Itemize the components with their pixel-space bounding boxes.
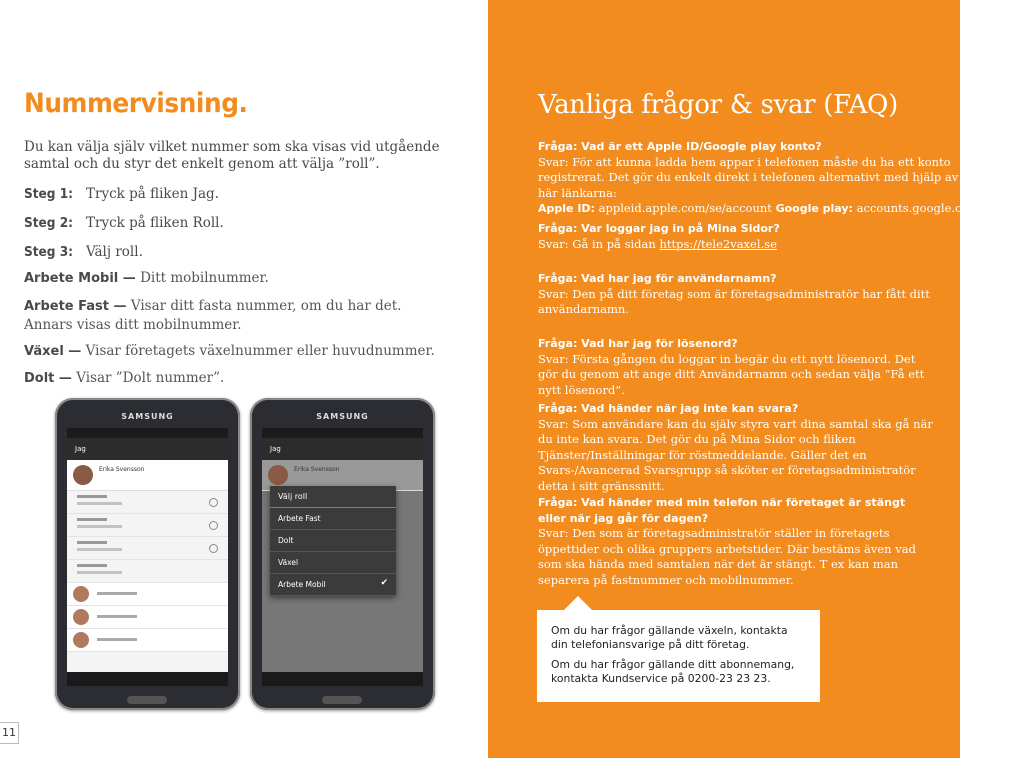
contact-name: Erika Svensson bbox=[294, 466, 340, 473]
contact-row bbox=[67, 629, 228, 652]
phone-screenshot-role-menu bbox=[250, 398, 435, 710]
faq-question: Fråga: Vad har jag för användarnamn? bbox=[538, 272, 777, 285]
profile-header bbox=[67, 460, 228, 491]
phone-screen bbox=[67, 428, 228, 686]
role-menu bbox=[270, 486, 396, 596]
menu-item-vaxel: Växel bbox=[270, 552, 396, 574]
page-number: 11 bbox=[0, 722, 19, 744]
faq-question: Fråga: Vad händer med min telefon när företaget är stängt eller när jag går för dagen? bbox=[538, 496, 906, 525]
faq-question: Fråga: Vad är ett Apple ID/Google play konto? bbox=[538, 140, 822, 153]
definition-text: Visar ”Dolt nummer”. bbox=[76, 370, 225, 386]
check-icon: ✔ bbox=[380, 578, 388, 588]
nav-bar bbox=[262, 672, 423, 686]
answer-text: Svar: För att kunna ladda hem appar i telefonen måste du ha ett konto registrerat. Det gör du enkelt direkt i telefonen alternativt med hjälp av de här länkarna: bbox=[538, 154, 977, 200]
definition-term: Arbete Fast — bbox=[24, 299, 127, 314]
note-text: Om du har frågor gällande ditt abonnemang, kontakta Kundservice på 0200-23 23 23. bbox=[551, 658, 795, 685]
step-label: Steg 3: bbox=[24, 244, 74, 260]
faq-item-no-answer bbox=[538, 401, 978, 494]
intro-text: Du kan välja själv vilket nummer som ska visas vid utgående samtal och du styr det enkelt genom att välja ”roll”. bbox=[24, 139, 440, 172]
contact-note-box bbox=[537, 610, 820, 702]
left-page bbox=[0, 0, 488, 758]
definition-text: Visar företagets växelnummer eller huvudnummer. bbox=[85, 343, 435, 359]
definition-arbete-fast bbox=[24, 297, 454, 334]
menu-item-label: Arbete Mobil bbox=[278, 580, 326, 589]
faq-question: Fråga: Vad händer när jag inte kan svara? bbox=[538, 402, 799, 415]
google-link[interactable]: accounts.google.com/SignUp bbox=[856, 201, 1027, 215]
step-1 bbox=[24, 186, 219, 202]
tele2vaxel-link[interactable]: https://tele2vaxel.se bbox=[659, 236, 777, 251]
phone-screen bbox=[262, 428, 423, 686]
list-item bbox=[67, 514, 228, 537]
faq-panel bbox=[488, 0, 1027, 758]
step-2 bbox=[24, 215, 224, 231]
menu-item-dolt: Dolt bbox=[270, 530, 396, 552]
faq-question: Fråga: Vad har jag för lösenord? bbox=[538, 337, 738, 350]
list-item bbox=[67, 560, 228, 583]
phone-brand: SAMSUNG bbox=[121, 412, 174, 421]
contact-row bbox=[67, 606, 228, 629]
note-text: Om du har frågor gällande växeln, kontakta din telefoniansvarige på ditt företag. bbox=[551, 624, 788, 651]
nav-bar bbox=[67, 672, 228, 686]
page-title: Nummervisning. bbox=[24, 88, 248, 119]
step-label: Steg 2: bbox=[24, 215, 74, 231]
faq-item-password bbox=[538, 336, 978, 398]
menu-item-arbete-fast: Arbete Fast bbox=[270, 508, 396, 530]
apple-link[interactable]: appleid.apple.com/se/account bbox=[598, 201, 772, 215]
faq-item-username bbox=[538, 271, 978, 318]
tab-jag: Jag bbox=[67, 438, 228, 460]
apple-label: Apple ID: bbox=[538, 202, 595, 215]
status-bar bbox=[67, 428, 228, 438]
menu-title: Välj roll bbox=[270, 486, 396, 508]
note-pointer bbox=[564, 596, 592, 610]
list-item bbox=[67, 491, 228, 514]
faq-item-apple-id bbox=[538, 139, 1027, 217]
definition-text: Visar ditt fasta nummer, om du har det. Annars visas ditt mobilnummer. bbox=[24, 298, 402, 333]
contact-name: Erika Svensson bbox=[99, 466, 145, 473]
menu-item-arbete-mobil bbox=[270, 574, 396, 596]
status-bar bbox=[262, 428, 423, 438]
step-text: Tryck på fliken Jag. bbox=[86, 186, 219, 202]
avatar bbox=[73, 465, 93, 485]
step-label: Steg 1: bbox=[24, 186, 74, 202]
faq-answer: Svar: Den på ditt företag som är företagsadministratör har fått ditt användarnamn. bbox=[538, 286, 930, 316]
google-label: Google play: bbox=[775, 202, 853, 215]
contact-row bbox=[67, 583, 228, 606]
definition-vaxel bbox=[24, 342, 454, 361]
faq-answer bbox=[538, 237, 978, 253]
faq-question: Fråga: Var loggar jag in på Mina Sidor? bbox=[538, 222, 780, 235]
phone-screenshot-profile bbox=[55, 398, 240, 710]
faq-answer: Svar: Som användare kan du själv styra vart dina samtal ska gå när du inte kan svara. Det gör du på Mina Sidor och fliken Tjänster/Inställningar för röstmeddelande. Gäller det en Svars-/Avancerad Svarsgrupp så sköter er företagsadministratör detta i sitt gränssnitt. bbox=[538, 416, 933, 493]
definition-term: Dolt — bbox=[24, 371, 72, 386]
faq-title: Vanliga frågor & svar (FAQ) bbox=[538, 90, 898, 120]
definition-term: Växel — bbox=[24, 344, 82, 359]
step-text: Tryck på fliken Roll. bbox=[86, 215, 224, 231]
phone-brand: SAMSUNG bbox=[316, 412, 369, 421]
answer-text: Svar: Gå in på sidan bbox=[538, 236, 660, 251]
home-button bbox=[127, 696, 167, 704]
faq-item-mina-sidor bbox=[538, 221, 978, 252]
definition-term: Arbete Mobil — bbox=[24, 271, 136, 286]
definition-dolt bbox=[24, 369, 454, 388]
home-button bbox=[322, 696, 362, 704]
list-item bbox=[67, 537, 228, 560]
tab-jag: Jag bbox=[262, 438, 423, 460]
avatar bbox=[268, 465, 288, 485]
step-3 bbox=[24, 244, 143, 260]
faq-answer bbox=[538, 155, 978, 202]
faq-item-closed bbox=[538, 495, 918, 588]
definition-arbete-mobil bbox=[24, 269, 454, 288]
account-links bbox=[538, 201, 1027, 217]
definition-text: Ditt mobilnummer. bbox=[140, 270, 269, 286]
step-text: Välj roll. bbox=[86, 244, 143, 260]
faq-answer: Svar: Den som är företagsadministratör ställer in företagets öppettider och olika gruppers arbetstider. Där bestäms även vad som ska hända med samtalen när det är stängt. T ex kan man separera på fastnummer och mobilnummer. bbox=[538, 526, 916, 587]
faq-answer: Svar: Första gången du loggar in begär du ett nytt lösenord. Det gör du genom att ange ditt Användarnamn och sedan välja ”Få ett nytt lösenord”. bbox=[538, 351, 925, 397]
